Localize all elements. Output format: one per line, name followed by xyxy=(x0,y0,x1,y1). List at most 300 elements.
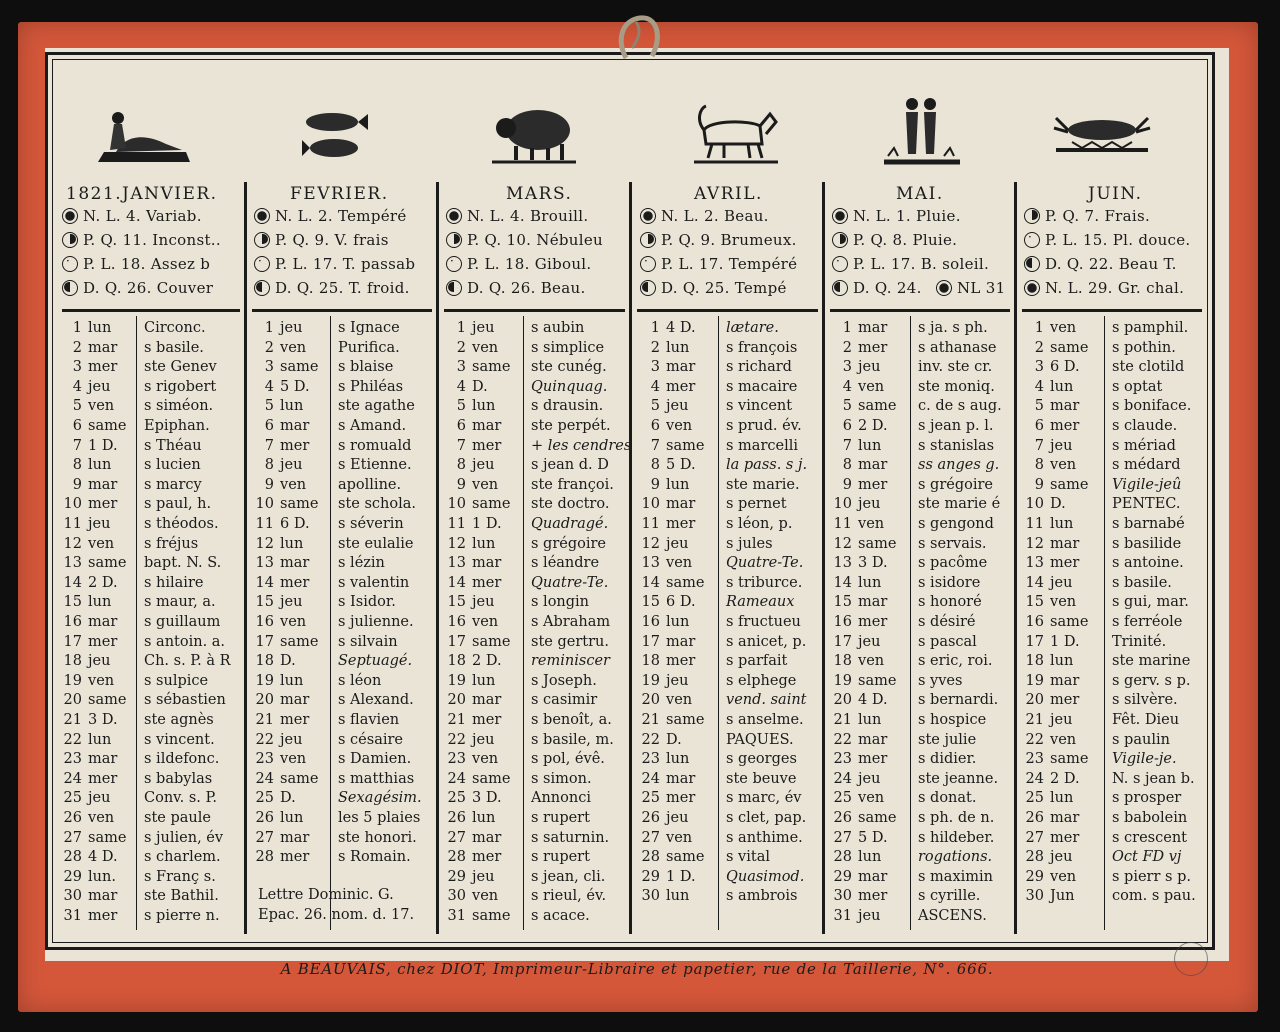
day-number: 27 xyxy=(255,829,274,846)
saint-name: s babylas xyxy=(144,770,213,787)
moon-phase-line xyxy=(832,207,961,225)
saint-name: s clet, pap. xyxy=(726,810,807,826)
saint-name: s aubin xyxy=(531,320,585,336)
weekday: mar xyxy=(858,320,888,336)
printer-imprint: A BEAUVAIS, chez DIOT, Imprimeur-Libraire et papetier, rue de la Taillerie, N°. 666. xyxy=(280,960,994,978)
saint-name: s julienne. xyxy=(338,614,414,630)
weekday: mar xyxy=(280,555,310,572)
weekday: ven xyxy=(1050,457,1077,474)
saint-name: s drausin. xyxy=(531,398,604,415)
saint-name: s athanase xyxy=(918,339,997,356)
saint-name: s Théau xyxy=(144,437,202,454)
saint-name: s anselme. xyxy=(726,712,804,728)
day-number: 19 xyxy=(833,672,852,689)
day-number: 3 xyxy=(1034,359,1044,376)
weekday: lun xyxy=(666,888,690,905)
weekday: jeu xyxy=(858,496,881,513)
month-divider xyxy=(629,182,632,934)
weekday: lun. xyxy=(88,868,116,885)
saint-name: s jean d. D xyxy=(531,457,609,474)
weekday: same xyxy=(280,496,319,513)
weekday: mer xyxy=(666,790,696,807)
saint-name: ste Bathil. xyxy=(144,888,219,905)
saint-name: s triburce. xyxy=(726,574,803,591)
weekday: 5 D. xyxy=(858,829,888,846)
day-number: 25 xyxy=(447,790,466,807)
saint-name: apolline. xyxy=(338,476,402,493)
weekday: 1 D. xyxy=(666,868,696,885)
day-number: 23 xyxy=(1025,751,1044,768)
saint-name: s casimir xyxy=(531,692,598,709)
day-number: 21 xyxy=(1025,712,1044,728)
day-number: 19 xyxy=(1025,672,1044,689)
weekday: jeu xyxy=(1050,437,1073,454)
weekday: ven xyxy=(858,790,885,807)
moon-phase-line xyxy=(446,231,603,249)
saint-name: Vigile-jeû xyxy=(1112,476,1182,493)
weekday: same xyxy=(88,692,127,709)
day-number: 16 xyxy=(255,614,274,630)
saint-name: s hildeber. xyxy=(918,829,995,846)
day-number: 25 xyxy=(833,790,852,807)
weekday: D. xyxy=(1050,496,1066,513)
weekday: 4 D. xyxy=(666,320,696,336)
moon-nl-icon xyxy=(832,208,848,224)
saint-name: s benoît, a. xyxy=(531,712,612,728)
saint-name: s pothin. xyxy=(1112,339,1176,356)
weekday: ven xyxy=(858,653,885,670)
saint-name: s marcy xyxy=(144,476,202,493)
day-number: 13 xyxy=(641,555,660,572)
saint-name: s gerv. s p. xyxy=(1112,672,1191,689)
weekday: lun xyxy=(858,712,882,728)
saint-name: Quasimod. xyxy=(726,868,805,885)
saint-name: s jean p. l. xyxy=(918,418,994,434)
moon-phase-text: N. L. 4. Brouill. xyxy=(467,207,589,225)
weekday: mar xyxy=(280,418,310,434)
saint-name: s basile, m. xyxy=(531,731,614,748)
saint-name: ste schola. xyxy=(338,496,416,513)
weekday: mar xyxy=(1050,398,1080,415)
weekday: mer xyxy=(858,888,888,905)
saint-name: ste marine xyxy=(1112,653,1191,670)
weekday: lun xyxy=(666,751,690,768)
day-number: 10 xyxy=(1025,496,1044,513)
saint-name: s Franç s. xyxy=(144,868,216,885)
day-number: 30 xyxy=(63,888,82,905)
weekday: mer xyxy=(1050,692,1080,709)
day-number: 8 xyxy=(72,457,82,474)
moon-pl-icon xyxy=(640,256,656,272)
saint-name: s jean, cli. xyxy=(531,868,606,885)
saint-name: Sexagésim. xyxy=(338,790,422,807)
day-number: 28 xyxy=(833,849,852,866)
saint-name: s sébastien xyxy=(144,692,226,709)
saint-name: s julien, év xyxy=(144,829,224,846)
weekday: mar xyxy=(858,731,888,748)
weekday: same xyxy=(858,398,897,415)
day-number: 3 xyxy=(456,359,466,376)
weekday: mer xyxy=(280,849,310,866)
saint-name: Quadragé. xyxy=(531,516,609,532)
weekday: mer xyxy=(1050,555,1080,572)
saint-name: s silvère. xyxy=(1112,692,1178,709)
day-number: 11 xyxy=(1025,516,1044,532)
day-number: 9 xyxy=(456,476,466,493)
day-number: 22 xyxy=(1025,731,1044,748)
moon-pl-icon xyxy=(446,256,462,272)
hanging-string-icon xyxy=(612,10,672,60)
weekday: jeu xyxy=(472,457,495,474)
day-number: 19 xyxy=(255,672,274,689)
moon-phase-text: P. L. 17. B. soleil. xyxy=(853,255,990,273)
saint-name: s macaire xyxy=(726,378,798,395)
weekday: mar xyxy=(666,770,696,787)
weekday: ven xyxy=(472,751,499,768)
day-number: 30 xyxy=(833,888,852,905)
saint-name: s françois xyxy=(726,339,798,356)
weekday: jeu xyxy=(472,594,495,611)
moon-phase-line xyxy=(446,255,591,273)
dominical-letter: Lettre Dominic. G. xyxy=(258,887,394,903)
saint-name: c. de s aug. xyxy=(918,398,1002,415)
day-number: 18 xyxy=(641,653,660,670)
saint-name: s léandre xyxy=(531,555,600,572)
day-number: 12 xyxy=(447,535,466,552)
weekday: 2 D. xyxy=(472,653,502,670)
saint-name: s honoré xyxy=(918,594,982,611)
weekday: lun xyxy=(280,810,304,826)
weekday: jeu xyxy=(666,535,689,552)
weekday: jeu xyxy=(472,868,495,885)
weekday: lun xyxy=(666,339,690,356)
day-number: 6 xyxy=(456,418,466,434)
weekday: same xyxy=(666,574,705,591)
weekday: same xyxy=(472,359,511,376)
header-rule xyxy=(252,309,432,312)
saint-name: s rupert xyxy=(531,810,590,826)
moon-phase-text: N. L. 4. Variab. xyxy=(83,207,202,225)
moon-nl-icon xyxy=(446,208,462,224)
day-number: 21 xyxy=(447,712,466,728)
weekday: ven xyxy=(88,398,115,415)
weekday: jeu xyxy=(666,398,689,415)
day-number: 15 xyxy=(255,594,274,611)
weekday: 1 D. xyxy=(1050,633,1080,650)
day-number: 23 xyxy=(641,751,660,768)
weekday: mer xyxy=(1050,418,1080,434)
day-number: 7 xyxy=(456,437,466,454)
month-divider xyxy=(822,182,825,934)
weekday: same xyxy=(1050,339,1089,356)
weekday: lun xyxy=(88,594,112,611)
weekday: same xyxy=(88,555,127,572)
day-number: 20 xyxy=(255,692,274,709)
day-number: 24 xyxy=(255,770,274,787)
weekday: mar xyxy=(666,633,696,650)
day-number: 5 xyxy=(456,398,466,415)
saint-name: s Amand. xyxy=(338,418,407,434)
aries-ram-icon xyxy=(488,100,578,166)
month-title-avril: AVRIL. xyxy=(694,184,763,204)
day-number: 28 xyxy=(1025,849,1044,866)
moon-phase-line xyxy=(62,231,221,249)
saint-name: ste clotild xyxy=(1112,359,1185,376)
weekday: lun xyxy=(1050,378,1074,395)
day-number: 4 xyxy=(650,378,660,395)
saint-name: s servais. xyxy=(918,535,987,552)
header-rule xyxy=(830,309,1010,312)
day-number: 4 xyxy=(1034,378,1044,395)
collection-stamp-icon xyxy=(1174,942,1208,976)
day-number: 8 xyxy=(1034,457,1044,474)
saint-name: ste beuve xyxy=(726,770,797,787)
weekday: same xyxy=(280,633,319,650)
day-number: 13 xyxy=(1025,555,1044,572)
weekday: ven xyxy=(280,751,307,768)
weekday: lun xyxy=(858,574,882,591)
weekday: same xyxy=(1050,476,1089,493)
saint-name: s hospice xyxy=(918,712,987,728)
taurus-bull-icon xyxy=(690,100,780,166)
moon-phase-line xyxy=(640,231,797,249)
weekday: mar xyxy=(666,496,696,513)
weekday: jeu xyxy=(858,908,881,924)
saint-name: rogations. xyxy=(918,849,993,866)
day-number: 2 xyxy=(842,339,852,356)
weekday: jeu xyxy=(472,731,495,748)
day-number: 4 xyxy=(456,378,466,395)
saint-name: s saturnin. xyxy=(531,829,610,846)
weekday: 3 D. xyxy=(472,790,502,807)
weekday: mar xyxy=(1050,810,1080,826)
saint-name: s bernardi. xyxy=(918,692,999,709)
saint-name: s gengond xyxy=(918,516,994,532)
saint-name: s grégoire xyxy=(531,535,607,552)
saint-name: s Damien. xyxy=(338,751,412,768)
header-rule xyxy=(444,309,625,312)
day-number: 16 xyxy=(833,614,852,630)
weekday: mar xyxy=(88,751,118,768)
day-number: 14 xyxy=(1025,574,1044,591)
saint-name: ste moniq. xyxy=(918,378,995,395)
saint-name: s crescent xyxy=(1112,829,1187,846)
weekday: mer xyxy=(1050,829,1080,846)
saint-name: s didier. xyxy=(918,751,977,768)
day-number: 31 xyxy=(447,908,466,924)
day-number: 27 xyxy=(1025,829,1044,846)
day-number: 14 xyxy=(641,574,660,591)
day-number: 8 xyxy=(456,457,466,474)
saint-name: s charlem. xyxy=(144,849,221,866)
weekday: mer xyxy=(280,437,310,454)
day-number: 18 xyxy=(255,653,274,670)
day-number: 21 xyxy=(641,712,660,728)
weekday: same xyxy=(858,535,897,552)
day-number: 17 xyxy=(833,633,852,650)
saint-name: s flavien xyxy=(338,712,400,728)
saint-name: s léon, p. xyxy=(726,516,793,532)
day-number: 25 xyxy=(255,790,274,807)
weekday: 6 D. xyxy=(666,594,696,611)
saint-name: s jules xyxy=(726,535,773,552)
day-number: 9 xyxy=(842,476,852,493)
moon-phase-text: N. L. 1. Pluie. xyxy=(853,207,961,225)
moon-dq-icon xyxy=(640,280,656,296)
day-number: 8 xyxy=(842,457,852,474)
day-number: 18 xyxy=(63,653,82,670)
moon-pq-icon xyxy=(832,232,848,248)
day-number: 10 xyxy=(833,496,852,513)
moon-phase-text: P. L. 15. Pl. douce. xyxy=(1045,231,1191,249)
weekday: same xyxy=(472,633,511,650)
saint-name: s fréjus xyxy=(144,535,199,552)
saint-name: s rigobert xyxy=(144,378,217,395)
saint-name: s prosper xyxy=(1112,790,1182,807)
weekday: lun xyxy=(472,810,496,826)
day-number: 19 xyxy=(63,672,82,689)
weekday: ven xyxy=(280,614,307,630)
weekday: mer xyxy=(88,359,118,376)
day-number: 10 xyxy=(255,496,274,513)
day-number: 21 xyxy=(255,712,274,728)
day-number: 24 xyxy=(447,770,466,787)
day-number: 17 xyxy=(63,633,82,650)
day-number: 2 xyxy=(264,339,274,356)
saint-name: Rameaux xyxy=(726,594,795,611)
saint-name: s antoine. xyxy=(1112,555,1184,572)
moon-pl-icon xyxy=(254,256,270,272)
day-number: 9 xyxy=(264,476,274,493)
day-number: 10 xyxy=(641,496,660,513)
saint-name: s pacôme xyxy=(918,555,988,572)
weekday: ven xyxy=(666,829,693,846)
saint-name: s anicet, p. xyxy=(726,633,807,650)
weekday: mer xyxy=(280,574,310,591)
moon-nl-icon xyxy=(62,208,78,224)
saint-name: N. s jean b. xyxy=(1112,770,1195,787)
day-number: 3 xyxy=(842,359,852,376)
moon-phase-line xyxy=(62,255,210,273)
saint-name: ste gertru. xyxy=(531,633,609,650)
weekday: 4 D. xyxy=(88,849,118,866)
day-number: 5 xyxy=(72,398,82,415)
moon-dq-icon xyxy=(1024,256,1040,272)
saint-name: s lézin xyxy=(338,555,385,572)
day-number: 26 xyxy=(641,810,660,826)
day-number: 7 xyxy=(72,437,82,454)
saint-name: s stanislas xyxy=(918,437,995,454)
moon-pl-icon xyxy=(62,256,78,272)
moon-nl-icon xyxy=(640,208,656,224)
day-number: 12 xyxy=(641,535,660,552)
moon-phase-text: N. L. 2. Tempéré xyxy=(275,207,407,225)
moon-phase-text: P. L. 18. Giboul. xyxy=(467,255,592,273)
saint-name: s lucien xyxy=(144,457,201,474)
moon-phase-text: N. L. 29. Gr. chal. xyxy=(1045,279,1185,297)
saint-name: s séverin xyxy=(338,516,404,532)
day-number: 4 xyxy=(264,378,274,395)
saint-name: s pierr s p. xyxy=(1112,868,1191,885)
saint-name: s pol, évê. xyxy=(531,751,605,768)
day-number: 7 xyxy=(842,437,852,454)
weekday: ven xyxy=(1050,594,1077,611)
weekday: D. xyxy=(472,378,488,395)
weekday: lun xyxy=(472,535,496,552)
saint-name: s Joseph. xyxy=(531,672,597,689)
day-number: 5 xyxy=(650,398,660,415)
day-number: 10 xyxy=(447,496,466,513)
day-number: 22 xyxy=(447,731,466,748)
day-number: 16 xyxy=(447,614,466,630)
saint-name: s eric, roi. xyxy=(918,653,993,670)
moon-phase-line xyxy=(1024,231,1190,249)
day-number: 21 xyxy=(63,712,82,728)
moon-phase-text: P. Q. 11. Inconst.. xyxy=(83,231,221,249)
day-number: 21 xyxy=(833,712,852,728)
weekday: 1 D. xyxy=(472,516,502,532)
epact-note: Epac. 26. nom. d. 17. xyxy=(258,907,415,923)
weekday: ven xyxy=(666,555,693,572)
day-number: 15 xyxy=(447,594,466,611)
saint-name: ste julie xyxy=(918,731,977,748)
saint-name: Circonc. xyxy=(144,320,206,336)
saint-name: s cyrille. xyxy=(918,888,981,905)
moon-phase-text: P. Q. 9. Brumeux. xyxy=(661,231,797,249)
weekday: jeu xyxy=(858,633,881,650)
saint-name: PAQUES. xyxy=(726,731,794,748)
saint-name: Oct FD vj xyxy=(1112,849,1182,866)
column-rule xyxy=(330,316,331,930)
moon-phase-line xyxy=(254,255,415,273)
saint-name: ste marie. xyxy=(726,476,800,493)
saint-name: s richard xyxy=(726,359,792,376)
day-number: 27 xyxy=(447,829,466,846)
moon-nl-icon xyxy=(1024,280,1040,296)
saint-name: s ph. de n. xyxy=(918,810,995,826)
saint-name: ste honori. xyxy=(338,829,417,846)
day-number: 29 xyxy=(63,868,82,885)
weekday: ven xyxy=(472,888,499,905)
day-number: 7 xyxy=(650,437,660,454)
day-number: 1 xyxy=(456,320,466,336)
weekday: mar xyxy=(858,457,888,474)
day-number: 30 xyxy=(641,888,660,905)
moon-phase-line xyxy=(254,279,410,297)
weekday: ven xyxy=(1050,320,1077,336)
day-number: 6 xyxy=(264,418,274,434)
weekday: mar xyxy=(88,614,118,630)
saint-name: ste Genev xyxy=(144,359,217,376)
day-number: 24 xyxy=(1025,770,1044,787)
header-rule xyxy=(62,309,240,312)
month-title-juin: JUIN. xyxy=(1088,184,1143,204)
cancer-crab-icon xyxy=(1052,110,1152,158)
moon-phase-line xyxy=(446,207,588,225)
saint-name: s simon. xyxy=(531,770,592,787)
day-number: 26 xyxy=(833,810,852,826)
saint-name: s matthias xyxy=(338,770,415,787)
day-number: 24 xyxy=(63,770,82,787)
weekday: lun xyxy=(280,672,304,689)
weekday: jeu xyxy=(858,770,881,787)
day-number: 13 xyxy=(447,555,466,572)
saint-name: s désiré xyxy=(918,614,976,630)
day-number: 22 xyxy=(641,731,660,748)
day-number: 15 xyxy=(833,594,852,611)
saint-name: s elphege xyxy=(726,672,797,689)
weekday: ven xyxy=(88,535,115,552)
